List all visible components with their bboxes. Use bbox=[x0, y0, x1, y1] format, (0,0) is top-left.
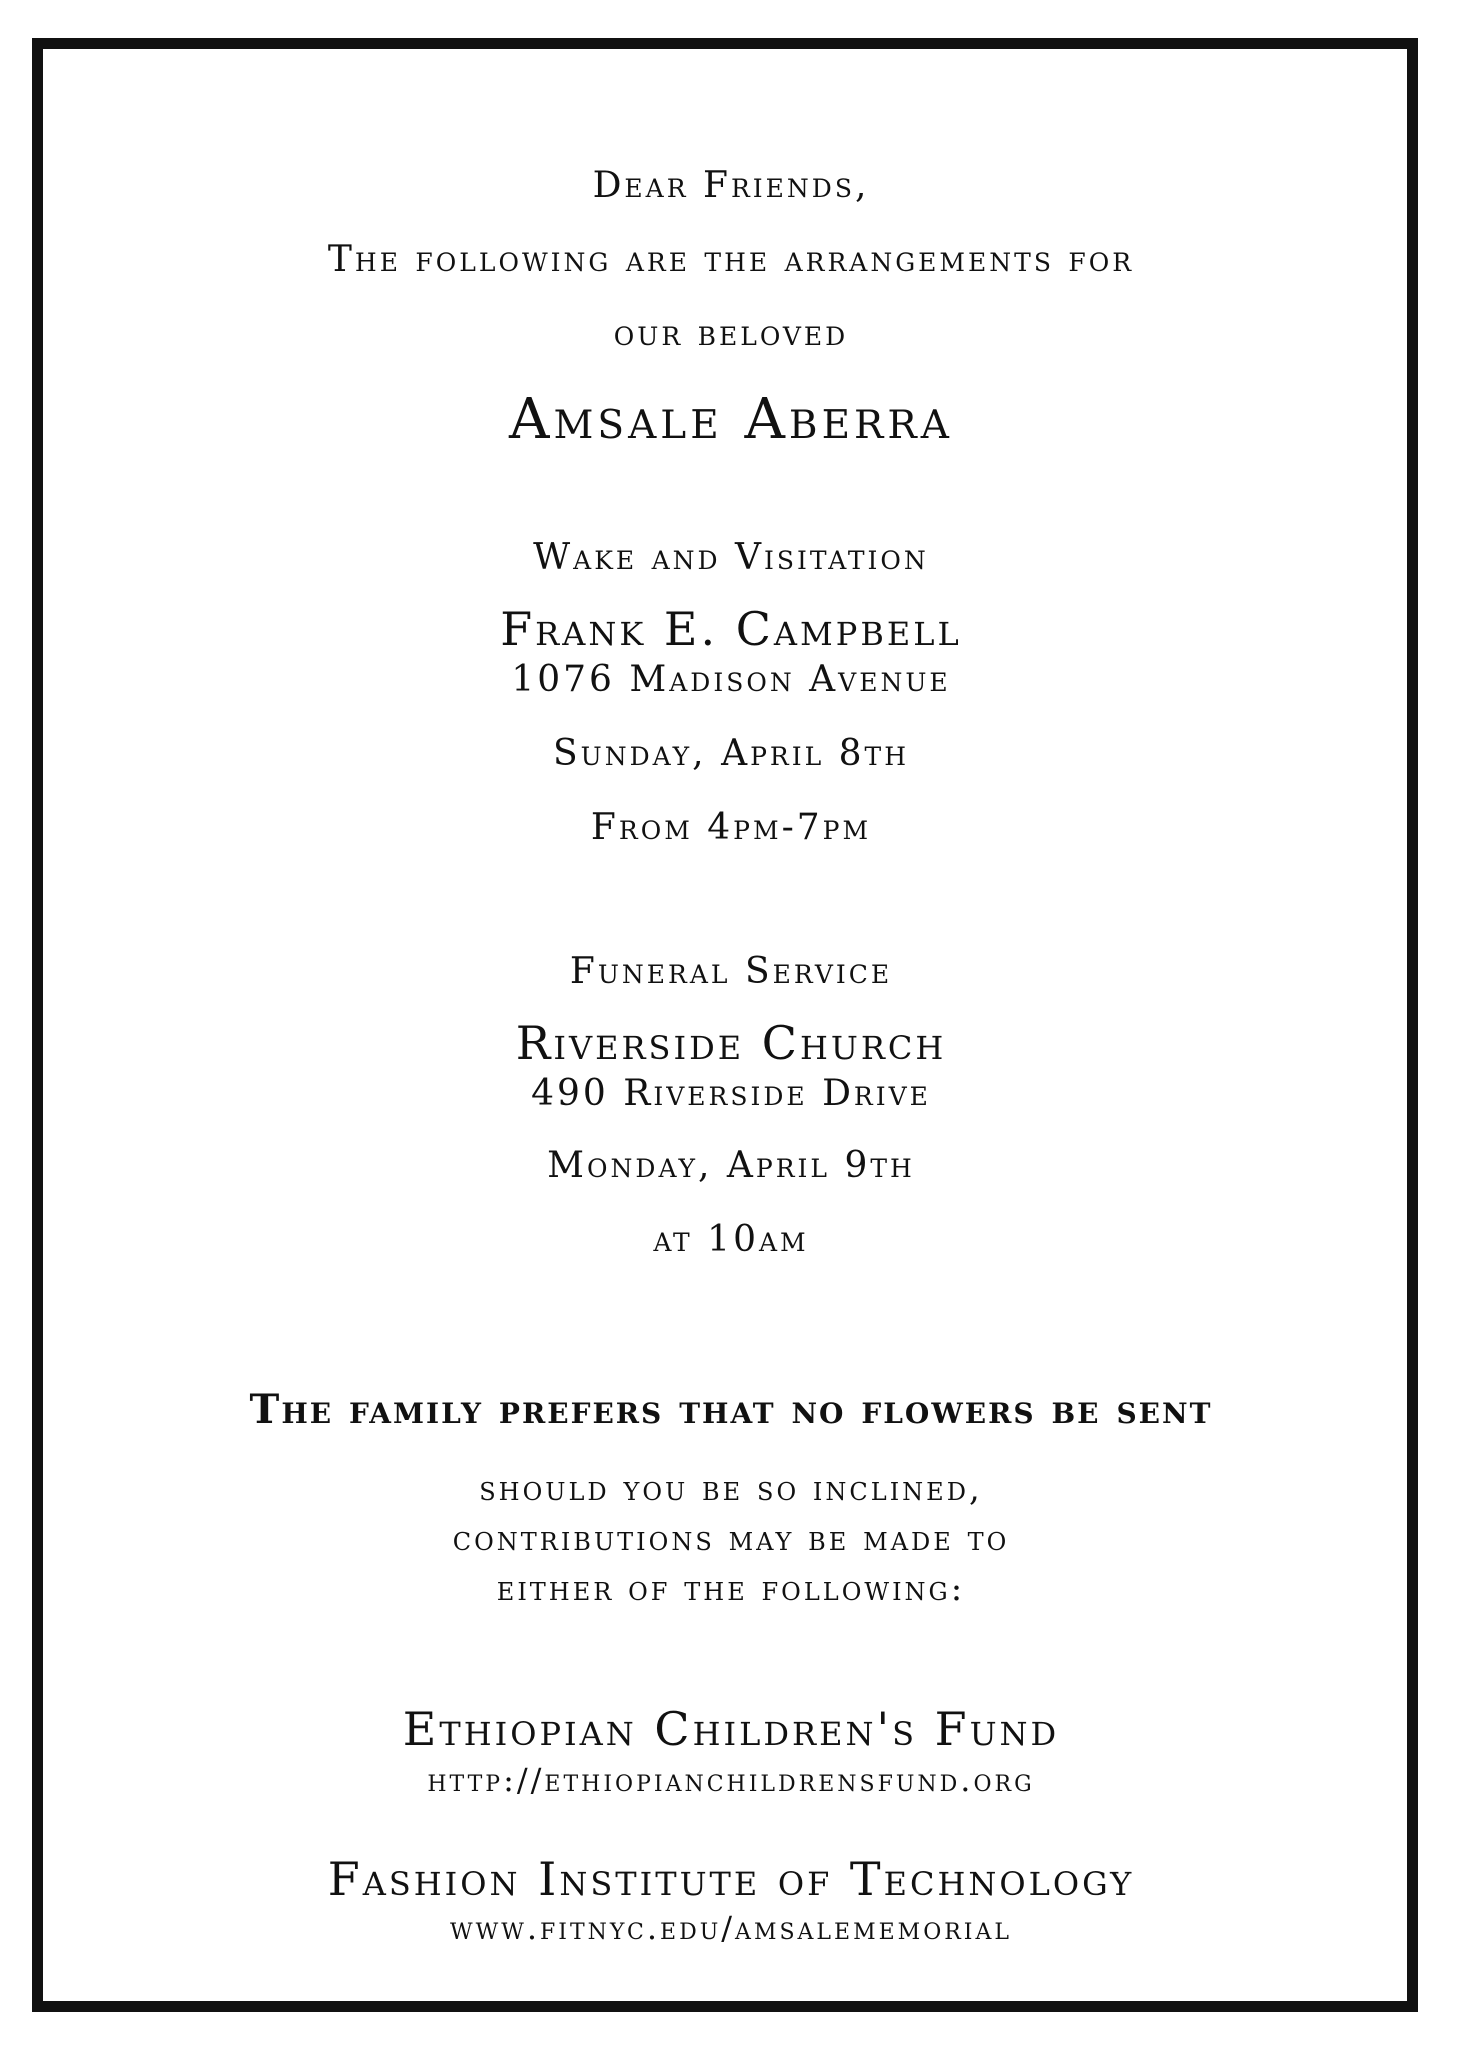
funeral-heading: Funeral Service bbox=[569, 951, 893, 992]
intro-line-1: The following are the arrangements for bbox=[327, 239, 1135, 280]
funeral-time: at 10am bbox=[653, 1219, 809, 1260]
funeral-date: Monday, April 9th bbox=[547, 1145, 915, 1186]
charity-1-name: Ethiopian Children's Fund bbox=[402, 1702, 1060, 1756]
charity-2-url[interactable]: www.fitnyc.edu/amsalememorial bbox=[450, 1909, 1012, 1947]
intro-line-2: our beloved bbox=[613, 313, 849, 354]
wake-date: Sunday, April 8th bbox=[552, 733, 910, 774]
charity-1-url[interactable]: http://ethiopianchildrensfund.org bbox=[427, 1761, 1035, 1799]
flowers-notice: The family prefers that no flowers be sent bbox=[249, 1386, 1213, 1433]
funeral-address: 490 Riverside Drive bbox=[531, 1073, 931, 1114]
contributions-line-3: either of the following: bbox=[496, 1569, 966, 1609]
wake-time: From 4pm-7pm bbox=[590, 807, 872, 848]
wake-venue: Frank E. Campbell bbox=[500, 602, 962, 656]
deceased-name: Amsale Aberra bbox=[509, 387, 953, 452]
greeting: Dear Friends, bbox=[592, 165, 870, 206]
wake-heading: Wake and Visitation bbox=[533, 537, 929, 578]
wake-address: 1076 Madison Avenue bbox=[511, 659, 951, 700]
contributions-line-2: contributions may be made to bbox=[452, 1519, 1010, 1559]
funeral-venue: Riverside Church bbox=[515, 1016, 947, 1070]
charity-2-name: Fashion Institute of Technology bbox=[327, 1852, 1135, 1906]
contributions-line-1: should you be so inclined, bbox=[479, 1469, 983, 1509]
